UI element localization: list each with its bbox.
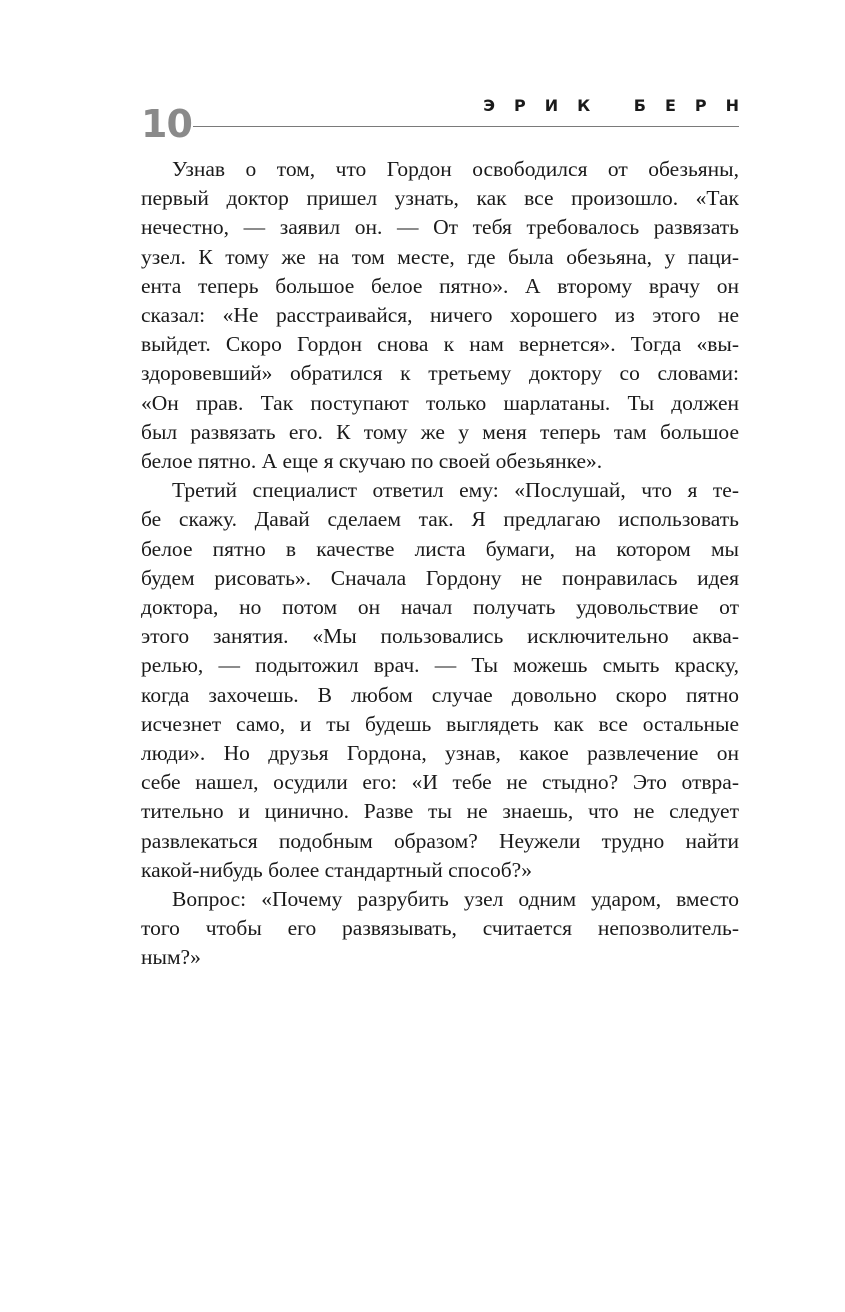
text-line: развлекаться подобным образом? Неужели трудно найти: [141, 828, 739, 853]
text-line: Вопрос: «Почему разрубить узел одним ударом, вместо: [172, 887, 739, 912]
text-line: этого занятия. «Мы пользовались исключительно аква-: [141, 624, 739, 649]
text-line: тительно и цинично. Разве ты не знаешь, что не следует: [141, 799, 739, 824]
paragraph-1: [141, 155, 739, 476]
text-line: будем рисовать». Сначала Гордону не понравилась идея: [141, 565, 739, 590]
text-line: ента теперь большое белое пятно». А второму врачу он: [141, 273, 739, 298]
text-line: узел. К тому же на том месте, где была обезьяна, у паци-: [141, 244, 739, 269]
text-line: первый доктор пришел узнать, как все произошло. «Так: [141, 186, 739, 211]
text-line: какой-нибудь более стандартный способ?»: [141, 857, 532, 882]
text-line: себе нашел, осудили его: «И тебе не стыдно? Это отвра-: [141, 770, 739, 795]
text-line: выйдет. Скоро Гордон снова к нам вернется». Тогда «вы-: [141, 332, 739, 357]
text-line: здоровевший» обратился к третьему доктору со словами:: [141, 361, 739, 386]
text-line: «Он прав. Так поступают только шарлатаны. Ты должен: [141, 390, 739, 415]
body-text: [141, 155, 739, 973]
text-line: белое пятно. А еще я скучаю по своей обезьянке».: [141, 449, 603, 474]
text-line: доктора, но потом он начал получать удовольствие от: [141, 595, 739, 620]
text-line: был развязать его. К тому же у меня теперь там большое: [141, 419, 739, 444]
page-number: 10: [141, 102, 192, 146]
page-header: [141, 92, 758, 152]
text-line: исчезнет само, и ты будешь выглядеть как все остальные: [141, 711, 739, 736]
header-rule: [193, 126, 739, 127]
text-line: ным?»: [141, 945, 201, 970]
text-line: белое пятно в качестве листа бумаги, на котором мы: [141, 536, 739, 561]
text-line: Узнав о том, что Гордон освободился от обезьяны,: [172, 157, 739, 181]
text-line: бе скажу. Давай сделаем так. Я предлагаю использовать: [141, 507, 739, 532]
text-line: Третий специалист ответил ему: «Послушай, что я те-: [172, 478, 739, 503]
text-line: люди». Но друзья Гордона, узнав, какое развлечение он: [141, 741, 739, 766]
text-line: того чтобы его развязывать, считается непозволитель-: [141, 916, 739, 941]
text-line: сказал: «Не расстраивайся, ничего хорошего из этого не: [141, 303, 739, 328]
text-line: когда захочешь. В любом случае довольно скоро пятно: [141, 682, 739, 707]
paragraph-2: [141, 476, 739, 885]
running-head-author: ЭРИК БЕРН: [483, 96, 758, 115]
text-line: нечестно, — заявил он. — От тебя требовалось развязать: [141, 215, 739, 240]
text-line: релью, — подытожил врач. — Ты можешь смыть краску,: [141, 653, 739, 678]
paragraph-3: [141, 885, 739, 973]
